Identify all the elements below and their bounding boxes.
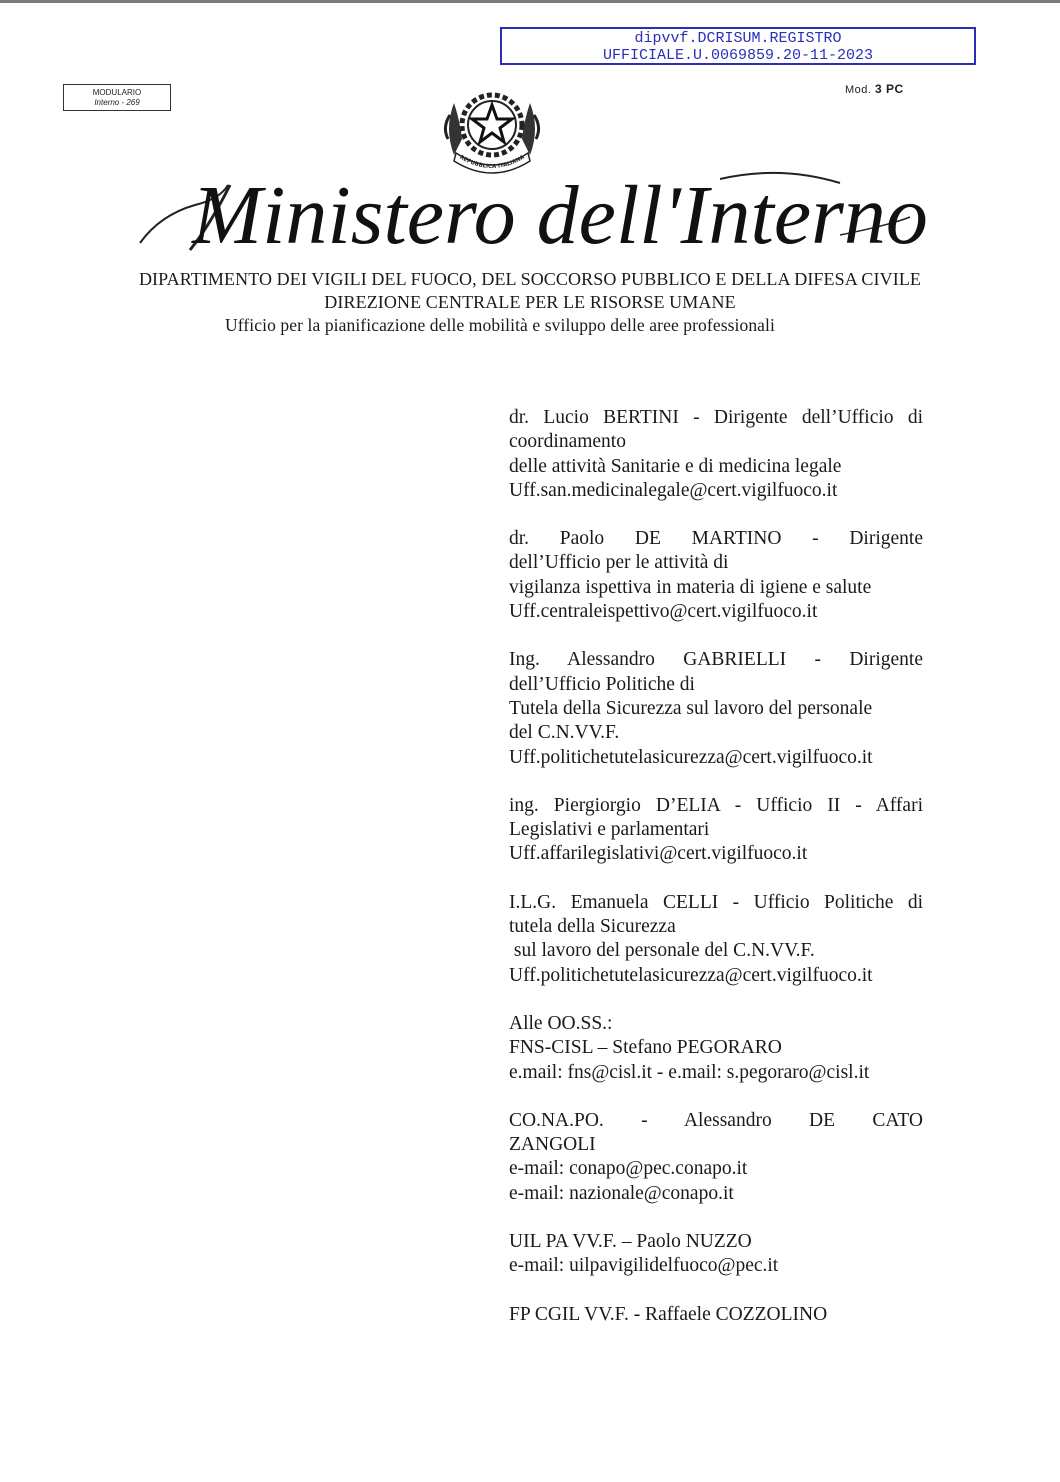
recipient-delia [509,794,923,867]
protocol-line-1: dipvvf.DCRISUM.REGISTRO [634,30,842,47]
recipient-fp-cgil [509,1303,923,1327]
recipient-line: coordinamento [509,431,626,453]
protocol-line-2: UFFICIALE.U.0069859.20-11-2023 [602,47,874,64]
recipient-line: del C.N.VV.F. [509,722,620,744]
modulario-sub: Interno - 269 [94,98,140,107]
recipient-line: ZANGOLI [509,1134,596,1156]
recipient-line: dr. Lucio BERTINI - Dirigente dell’Ufficio di [509,407,923,428]
form-code-prefix: Mod. [845,84,872,96]
recipient-email: Uff.politichetutelasicurezza@cert.vigilfuoco.it [509,746,873,768]
recipient-list [509,406,923,1351]
recipient-de-martino [509,527,923,624]
recipient-line: Alle OO.SS.: [509,1012,613,1034]
recipient-gabrielli [509,648,923,769]
recipient-line: FNS-CISL – Stefano PEGORARO [509,1037,782,1059]
recipient-line: vigilanza ispettiva in materia di igiene e salute [509,576,872,598]
ministry-name: Ministero dell'Interno [192,169,928,262]
ministry-title [120,165,1000,265]
recipient-line: FP CGIL VV.F. - Raffaele COZZOLINO [509,1303,828,1325]
recipient-email: e-mail: conapo@pec.conapo.it [509,1158,748,1180]
modulario-label: MODULARIO [92,88,142,97]
recipient-line: dell’Ufficio per le attività di [509,552,729,574]
recipient-bertini [509,406,923,503]
recipient-email: Uff.centraleispettivo@cert.vigilfuoco.it [509,601,818,623]
recipient-email: e.mail: fns@cisl.it - e.mail: s.pegoraro@cisl.it [509,1061,870,1083]
recipient-celli [509,891,923,988]
italian-republic-emblem-icon [440,83,544,177]
recipient-line: dr. Paolo DE MARTINO - Dirigente [509,528,923,550]
recipient-email: Uff.affarilegislativi@cert.vigilfuoco.it [509,843,808,865]
recipient-line: I.L.G. Emanuela CELLI - Ufficio Politiche di [509,891,923,913]
form-code [845,82,904,96]
recipient-line: Legislativi e parlamentari [509,819,710,841]
recipient-line: sul lavoro del personale del C.N.VV.F. [509,940,815,962]
recipient-email: e-mail: uilpavigilidelfuoco@pec.it [509,1255,779,1277]
recipient-uil-pa [509,1230,923,1279]
protocol-stamp [500,27,976,65]
recipient-line: Ing. Alessandro GABRIELLI - Dirigente [509,649,923,671]
recipient-line: tutela della Sicurezza [509,916,676,938]
recipient-email: Uff.politichetutelasicurezza@cert.vigilfuoco.it [509,964,873,986]
recipient-email: e-mail: nazionale@conapo.it [509,1182,734,1204]
direction-line: DIREZIONE CENTRALE PER LE RISORSE UMANE [324,292,736,312]
office-line: Ufficio per la pianificazione delle mobilità e sviluppo delle aree professionali [225,315,775,335]
recipient-email: Uff.san.medicinalegale@cert.vigilfuoco.it [509,479,838,501]
emblem-banner-text: REPUBBLICA ITALIANA [458,154,526,171]
department-line: DIPARTIMENTO DEI VIGILI DEL FUOCO, DEL SOCCORSO PUBBLICO E DELLA DIFESA CIVILE [138,269,922,289]
recipient-line: ing. Piergiorgio D’ELIA - Ufficio II - Affari [509,794,923,816]
top-border [0,0,1060,3]
recipient-line: UIL PA VV.F. – Paolo NUZZO [509,1231,752,1253]
recipient-line: CO.NA.PO. - Alessandro DE CATO [509,1109,923,1131]
form-code-value: 3 PC [875,82,904,96]
recipient-fns-cisl [509,1012,923,1085]
recipient-line: dell’Ufficio Politiche di [509,673,695,695]
modulario-box [63,84,171,111]
recipient-conapo [509,1109,923,1206]
recipient-line: Tutela della Sicurezza sul lavoro del personale [509,697,873,719]
recipient-line: delle attività Sanitarie e di medicina legale [509,455,842,477]
